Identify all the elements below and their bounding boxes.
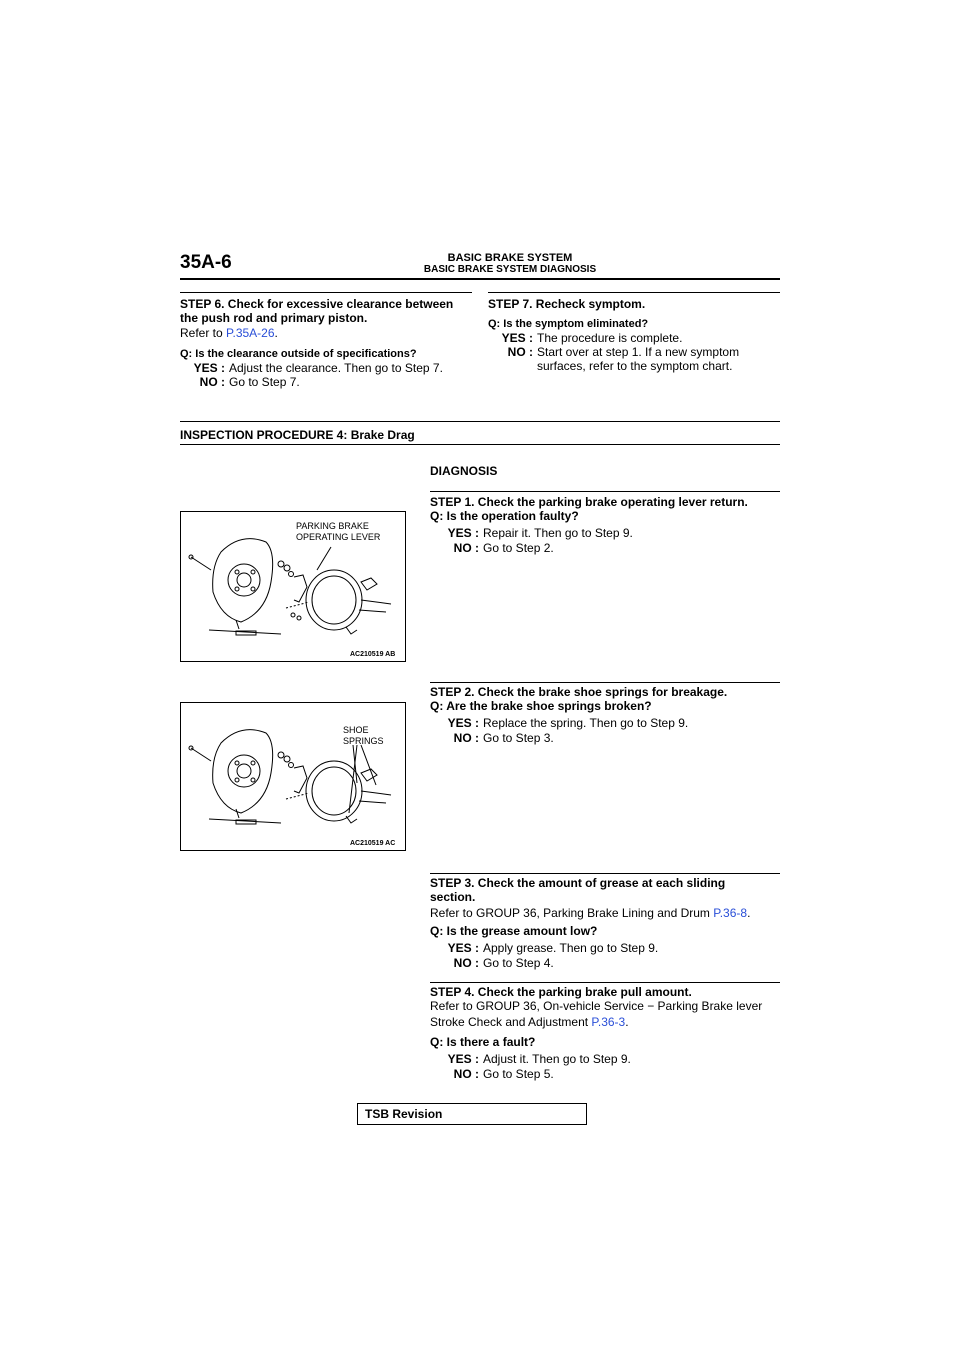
diag-step3-yes-text: Apply grease. Then go to Step 9. xyxy=(483,941,659,955)
diag-step3-no-text: Go to Step 4. xyxy=(483,956,554,970)
diag-step4-reference xyxy=(430,999,762,1029)
diag-step3-no-key: NO : xyxy=(453,956,479,970)
diag-step4-yes-row xyxy=(430,1052,631,1066)
step6-yes-key: YES : xyxy=(193,361,225,375)
diag-step4-refer-text: Stroke Check and Adjustment xyxy=(430,1015,592,1029)
figure1-label-line1: PARKING BRAKE xyxy=(296,521,369,531)
diag-step3-no-row xyxy=(430,956,554,970)
diag-step3-yes-row xyxy=(430,941,658,955)
step6-yes-row xyxy=(180,361,443,375)
step7-yes-row xyxy=(488,331,682,345)
step6-rule xyxy=(180,292,472,293)
step6-no-key: NO : xyxy=(199,375,225,389)
step6-reference xyxy=(180,326,278,340)
figure2-code: AC210519 AC xyxy=(350,840,396,847)
figure1-code: AC210519 AB xyxy=(350,651,396,658)
step7-yes-key: YES : xyxy=(501,331,533,345)
diag-step3-refer-suffix: . xyxy=(747,906,751,920)
diag-step3-rule xyxy=(430,873,780,874)
step7-rule xyxy=(488,292,780,293)
diag-step3-title-line1: STEP 3. Check the amount of grease at each sliding xyxy=(430,876,726,890)
diag-step2-yes-row xyxy=(430,716,688,730)
tsb-revision-box xyxy=(357,1103,587,1125)
procedure-title: INSPECTION PROCEDURE 4: Brake Drag xyxy=(180,428,415,442)
procedure-rule-bottom xyxy=(180,444,780,445)
figure1-label xyxy=(296,521,380,543)
diag-step1-yes-text: Repair it. Then go to Step 9. xyxy=(483,526,633,540)
tsb-revision-label: TSB Revision xyxy=(365,1107,443,1121)
diag-step1-title: STEP 1. Check the parking brake operating lever return. xyxy=(430,495,748,509)
figure-parking-brake-lever xyxy=(180,511,406,662)
diag-step2-yes-key: YES : xyxy=(447,716,479,730)
page-subtitle: BASIC BRAKE SYSTEM DIAGNOSIS xyxy=(423,264,597,275)
diag-step4-no-key: NO : xyxy=(453,1067,479,1081)
figure2-label-line1: SHOE xyxy=(343,725,369,735)
page-number: 35A-6 xyxy=(180,252,232,273)
diag-step2-title: STEP 2. Check the brake shoe springs for breakage. xyxy=(430,685,728,699)
diag-step2-no-key: NO : xyxy=(453,731,479,745)
step7-no-text xyxy=(537,345,739,373)
figure-shoe-springs xyxy=(180,702,406,851)
page-title: BASIC BRAKE SYSTEM xyxy=(447,252,573,264)
diag-step4-refer-line1: Refer to GROUP 36, On-vehicle Service − Parking Brake lever xyxy=(430,999,763,1013)
diag-step4-refer-link[interactable]: P.36-3 xyxy=(591,1015,626,1029)
page-header xyxy=(380,252,640,276)
step6-yes-text: Adjust the clearance. Then go to Step 7. xyxy=(229,361,443,375)
diag-step4-no-row xyxy=(430,1067,554,1081)
diag-step4-refer-suffix: . xyxy=(625,1015,629,1029)
header-rule xyxy=(180,278,780,280)
step6-title xyxy=(180,297,453,325)
diag-step4-refer-line2 xyxy=(430,1015,762,1029)
figure2-label xyxy=(343,725,384,747)
step6-title-line1: STEP 6. Check for excessive clearance between xyxy=(180,297,454,311)
diag-step3-yes-key: YES : xyxy=(447,941,479,955)
diag-step1-yes-row xyxy=(430,526,633,540)
figure1-label-line2: OPERATING LEVER xyxy=(296,532,381,542)
diag-step2-rule xyxy=(430,682,780,683)
step7-no-text-line2: surfaces, refer to the symptom chart. xyxy=(537,359,733,373)
diag-step1-no-text: Go to Step 2. xyxy=(483,541,554,555)
diag-step2-question: Q: Are the brake shoe springs broken? xyxy=(430,699,652,713)
procedure-rule-top xyxy=(180,421,780,422)
diag-step4-title: STEP 4. Check the parking brake pull amount. xyxy=(430,985,692,999)
diag-step3-title-line2: section. xyxy=(430,890,476,904)
diag-step4-question: Q: Is there a fault? xyxy=(430,1035,536,1049)
step7-title: STEP 7. Recheck symptom. xyxy=(488,297,646,311)
step7-no-key: NO : xyxy=(507,345,533,359)
diag-step3-question: Q: Is the grease amount low? xyxy=(430,924,598,938)
figure2-label-line2: SPRINGS xyxy=(343,736,384,746)
diag-step1-no-row xyxy=(430,541,554,555)
diag-step3-reference xyxy=(430,906,750,920)
step6-no-row xyxy=(180,375,300,389)
diag-step1-rule xyxy=(430,491,780,492)
diag-step1-yes-key: YES : xyxy=(447,526,479,540)
step7-question: Q: Is the symptom eliminated? xyxy=(488,318,649,330)
diag-step4-rule xyxy=(430,982,780,983)
step7-yes-text: The procedure is complete. xyxy=(537,331,683,345)
step7-no-text-line1: Start over at step 1. If a new symptom xyxy=(537,345,740,359)
diag-step3-title xyxy=(430,876,725,904)
diag-step4-yes-key: YES : xyxy=(447,1052,479,1066)
step7-no-row xyxy=(488,345,739,373)
diag-step1-question: Q: Is the operation faulty? xyxy=(430,509,579,523)
step6-no-text: Go to Step 7. xyxy=(229,375,300,389)
diagnosis-heading: DIAGNOSIS xyxy=(430,464,498,478)
step6-refer-text: Refer to xyxy=(180,326,227,340)
diag-step3-refer-link[interactable]: P.36-8 xyxy=(713,906,748,920)
diag-step2-yes-text: Replace the spring. Then go to Step 9. xyxy=(483,716,689,730)
diag-step4-yes-text: Adjust it. Then go to Step 9. xyxy=(483,1052,631,1066)
step6-question: Q: Is the clearance outside of specifications? xyxy=(180,348,417,360)
diag-step1-no-key: NO : xyxy=(453,541,479,555)
diag-step2-no-text: Go to Step 3. xyxy=(483,731,554,745)
diag-step2-no-row xyxy=(430,731,554,745)
step6-refer-link[interactable]: P.35A-26 xyxy=(226,326,275,340)
step6-title-line2: the push rod and primary piston. xyxy=(180,311,368,325)
step6-refer-suffix: . xyxy=(274,326,278,340)
diag-step4-no-text: Go to Step 5. xyxy=(483,1067,554,1081)
diag-step3-refer-text: Refer to GROUP 36, Parking Brake Lining and Drum xyxy=(430,906,714,920)
